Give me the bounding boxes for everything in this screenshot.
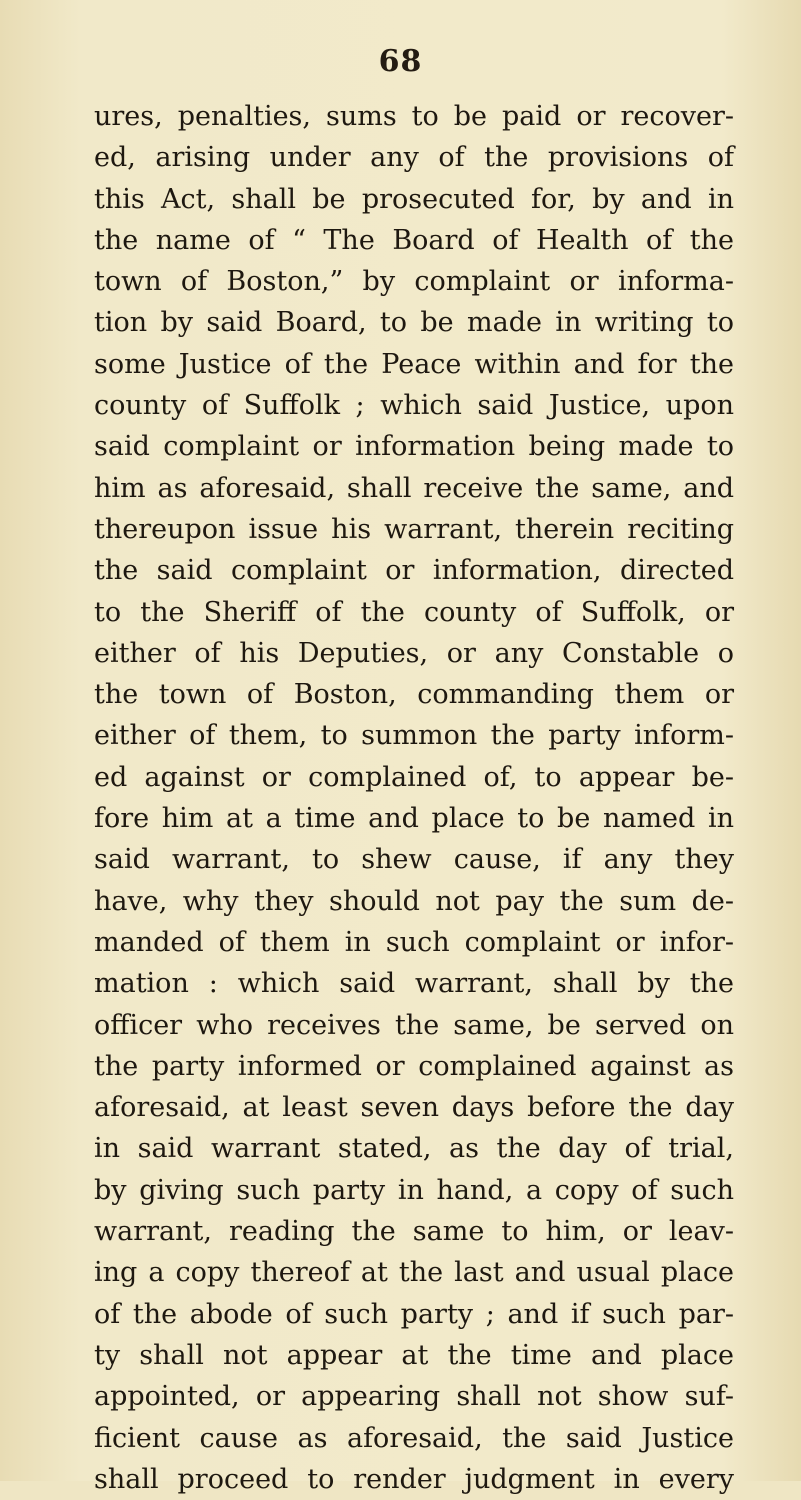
text-line: of the abode of such party ; and if such par- <box>94 1298 734 1330</box>
text-line: the town of Boston, commanding them or <box>94 679 734 711</box>
text-line: said complaint or information being made to <box>94 431 734 463</box>
text-line: said warrant, to shew cause, if any they <box>94 844 734 876</box>
text-line: this Act, shall be prosecuted for, by and in <box>94 183 734 215</box>
text-line: ficient cause as aforesaid, the said Justice <box>94 1422 734 1454</box>
text-line: some Justice of the Peace within and for the <box>94 348 734 380</box>
text-line: ed, arising under any of the provisions of <box>94 142 734 174</box>
text-line: the name of “ The Board of Health of the <box>94 224 734 256</box>
text-line: shall proceed to render judgment in every <box>94 1463 734 1495</box>
text-line: by giving such party in hand, a copy of such <box>94 1174 734 1206</box>
text-line: ures, penalties, sums to be paid or recover- <box>94 101 734 132</box>
text-line: to the Sheriff of the county of Suffolk, or <box>94 596 734 628</box>
text-line: ty shall not appear at the time and place <box>94 1339 734 1371</box>
text-line: either of his Deputies, or any Constable o <box>94 637 734 669</box>
text-line: in said warrant stated, as the day of trial, <box>94 1133 734 1165</box>
text-line: fore him at a time and place to be named in <box>94 803 734 835</box>
page-number: 68 <box>378 44 423 79</box>
text-line: tion by said Board, to be made in writing to <box>94 307 734 339</box>
text-line: thereupon issue his warrant, therein reciting <box>94 513 734 545</box>
text-line: county of Suffolk ; which said Justice, upon <box>94 390 734 422</box>
text-line: manded of them in such complaint or infor- <box>94 926 734 958</box>
text-line: town of Boston,” by complaint or informa- <box>94 266 734 298</box>
text-line: mation : which said warrant, shall by the <box>94 968 734 1000</box>
text-line: either of them, to summon the party inform- <box>94 720 734 752</box>
text-line: him as aforesaid, shall receive the same, and <box>94 472 734 504</box>
text-line: ing a copy thereof at the last and usual place <box>94 1257 734 1289</box>
text-line: the party informed or complained against as <box>94 1050 734 1082</box>
text-line: appointed, or appearing shall not show suf- <box>94 1381 734 1413</box>
text-line: officer who receives the same, be served on <box>94 1009 734 1041</box>
text-line: aforesaid, at least seven days before the day <box>94 1092 734 1124</box>
text-line: warrant, reading the same to him, or leav- <box>94 1216 734 1248</box>
text-line: have, why they should not pay the sum de- <box>94 885 734 917</box>
text-line: ed against or complained of, to appear be- <box>94 761 734 793</box>
body-text <box>94 96 734 1500</box>
text-line: the said complaint or information, directed <box>94 555 734 587</box>
